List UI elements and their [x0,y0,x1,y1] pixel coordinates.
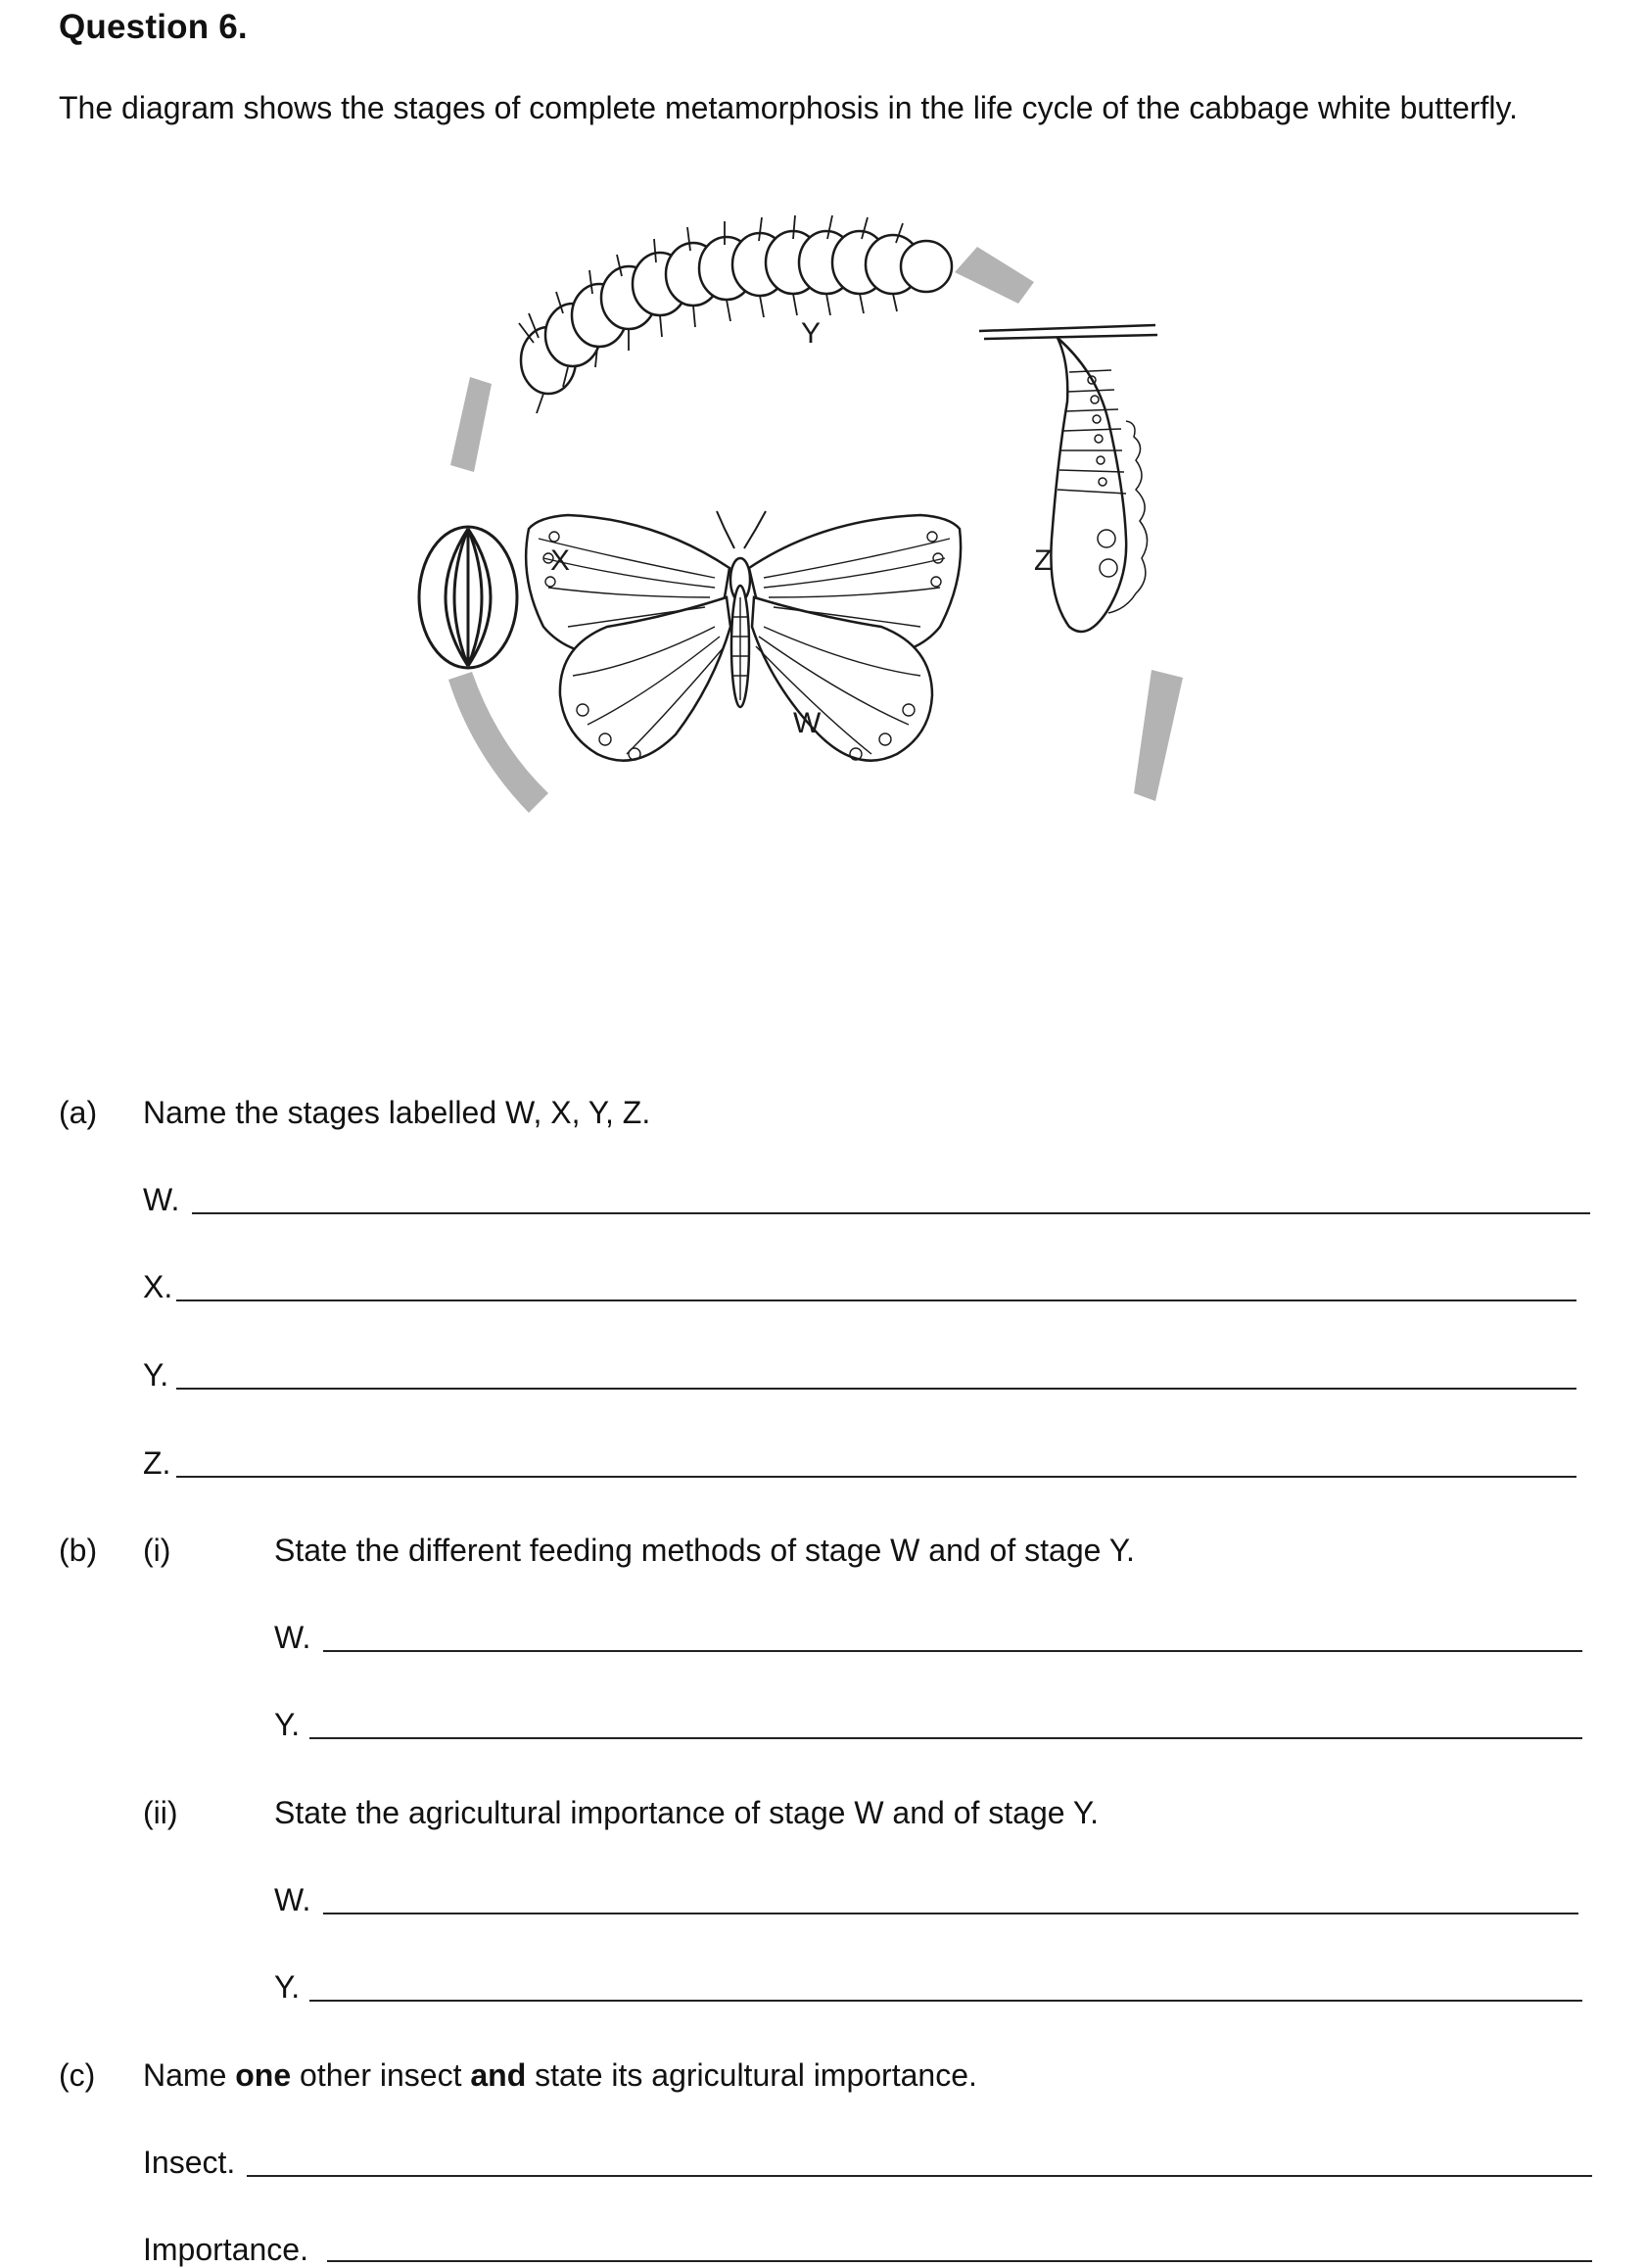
answer-a-w-label: W. [143,1182,180,1217]
answer-a-x-label: X. [143,1269,173,1304]
label-y: Y [801,317,822,350]
part-a-prompt: Name the stages labelled W, X, Y, Z. [143,1095,651,1130]
larva-drawing [519,215,952,413]
answer-a-w-line[interactable] [192,1212,1590,1214]
arrow-pupa-to-adult [1134,670,1183,801]
arrow-larva-to-pupa [955,247,1034,304]
answer-b-i-w-line[interactable] [323,1650,1582,1652]
answer-b-i-y-line[interactable] [309,1737,1582,1739]
question-intro: The diagram shows the stages of complete metamorphosis in the life cycle of the cabbage white butterfly. [59,90,1518,125]
part-c-prompt [143,2057,977,2094]
answer-b-ii-y-line[interactable] [309,2000,1582,2002]
answer-c-insect-label: Insect. [143,2145,236,2180]
answer-a-y-line[interactable] [176,1388,1576,1390]
answer-b-i-w-label: W. [274,1620,311,1655]
answer-c-importance-label: Importance. [143,2232,308,2267]
answer-b-i-y-label: Y. [274,1707,301,1742]
part-c-prompt-mid: other insect [291,2057,471,2093]
label-z: Z [1034,544,1053,577]
part-c-prompt-bold-and: and [470,2057,527,2093]
part-c-prompt-bold-one: one [235,2057,292,2093]
egg-drawing [419,527,517,668]
answer-c-insect-line[interactable] [247,2175,1592,2177]
question-title: Question 6. [59,8,248,46]
part-c-marker: (c) [59,2057,96,2093]
label-w: W [793,707,822,739]
answer-b-ii-w-line[interactable] [323,1913,1578,1914]
arrow-adult-to-egg [448,672,548,813]
answer-b-ii-w-label: W. [274,1882,311,1917]
answer-a-x-line[interactable] [176,1299,1576,1301]
part-b-ii-marker: (ii) [143,1795,178,1830]
part-b-i-marker: (i) [143,1533,171,1568]
part-a-marker: (a) [59,1095,98,1130]
part-b-marker: (b) [59,1533,98,1568]
arrow-egg-to-larva [450,377,492,472]
answer-a-y-label: Y. [143,1357,169,1393]
answer-b-ii-y-label: Y. [274,1969,301,2005]
answer-c-importance-line[interactable] [327,2260,1592,2262]
answer-a-z-line[interactable] [176,1476,1576,1478]
answer-a-z-label: Z. [143,1445,171,1481]
part-b-i-prompt: State the different feeding methods of stage W and of stage Y. [274,1533,1135,1568]
pupa-drawing [979,325,1157,632]
life-cycle-diagram [372,166,1204,1067]
part-c-prompt-pre: Name [143,2057,236,2093]
adult-butterfly-drawing [526,511,961,761]
label-x: X [550,544,571,577]
part-b-ii-prompt: State the agricultural importance of stage W and of stage Y. [274,1795,1099,1830]
part-c-prompt-post: state its agricultural importance. [526,2057,977,2093]
